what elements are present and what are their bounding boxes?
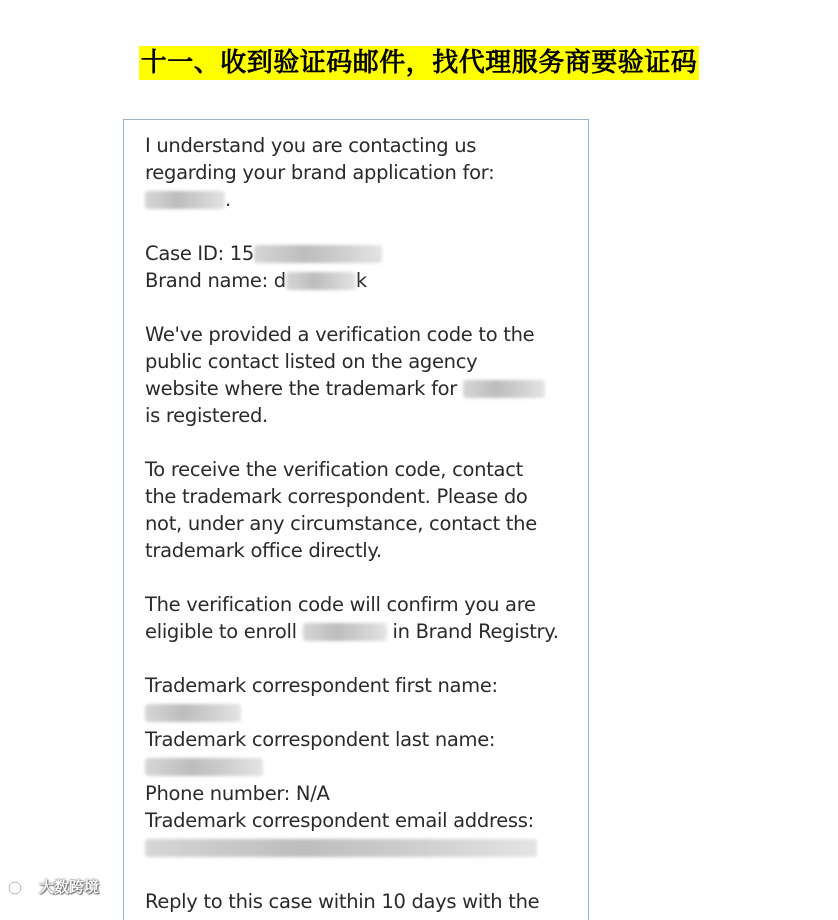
- email-body: [145, 132, 585, 920]
- brand-name-line: [145, 267, 585, 294]
- brand-name-label: Brand name: d: [145, 269, 286, 292]
- case-id-label: Case ID: 15: [145, 242, 254, 265]
- confirm-paragraph: [145, 591, 585, 645]
- redacted-first-name: [145, 704, 241, 722]
- reply-paragraph: [145, 888, 585, 915]
- receive-line-1: To receive the verification code, contact: [145, 458, 523, 481]
- redacted-brand: [145, 191, 225, 209]
- confirm-line-2: eligible to enroll in Brand Registry.: [145, 620, 559, 643]
- confirm-line-1: The verification code will confirm you are: [145, 593, 536, 616]
- section-heading: 十一、收到验证码邮件，找代理服务商要验证码: [140, 48, 698, 78]
- heading-container: [0, 46, 838, 80]
- provided-paragraph: [145, 321, 585, 429]
- intro-period: .: [225, 188, 231, 211]
- provided-line-1: We've provided a verification code to the: [145, 323, 535, 346]
- receive-line-3: not, under any circumstance, contact the: [145, 512, 537, 535]
- last-name-label: Trademark correspondent last name:: [145, 728, 496, 751]
- receive-line-4: trademark office directly.: [145, 539, 382, 562]
- email-label: Trademark correspondent email address:: [145, 809, 534, 832]
- redacted-last-name: [145, 758, 263, 776]
- receive-line-2: the trademark correspondent. Please do: [145, 485, 528, 508]
- intro-paragraph: [145, 132, 585, 213]
- last-name-value: [145, 753, 585, 780]
- case-paragraph: [145, 240, 585, 294]
- case-id-line: [145, 240, 585, 267]
- email-screenshot: [123, 119, 589, 920]
- redacted-brand-name: [286, 272, 356, 290]
- receive-paragraph: [145, 456, 585, 564]
- watermark: [8, 876, 99, 897]
- email-value: [145, 834, 585, 861]
- provided-line-4: is registered.: [145, 404, 268, 427]
- redacted-case-id: [254, 245, 382, 263]
- watermark-logo-icon: [8, 878, 36, 896]
- phone-line: Phone number: N/A: [145, 782, 330, 805]
- intro-line-1: I understand you are contacting us: [145, 134, 477, 157]
- redacted-email: [145, 839, 537, 857]
- watermark-text: 大数跨境: [39, 878, 100, 896]
- correspondent-paragraph: [145, 672, 585, 861]
- redacted-enroll-brand: [303, 623, 387, 641]
- first-name-value: [145, 699, 585, 726]
- reply-line: Reply to this case within 10 days with the: [145, 890, 540, 913]
- intro-line-3: [145, 186, 585, 213]
- provided-line-2: public contact listed on the agency: [145, 350, 478, 373]
- brand-name-tail: k: [355, 269, 367, 292]
- redacted-trademark: [463, 380, 545, 398]
- first-name-label: Trademark correspondent first name:: [145, 674, 498, 697]
- provided-line-3: website where the trademark for: [145, 375, 585, 402]
- intro-line-2: regarding your brand application for:: [145, 161, 495, 184]
